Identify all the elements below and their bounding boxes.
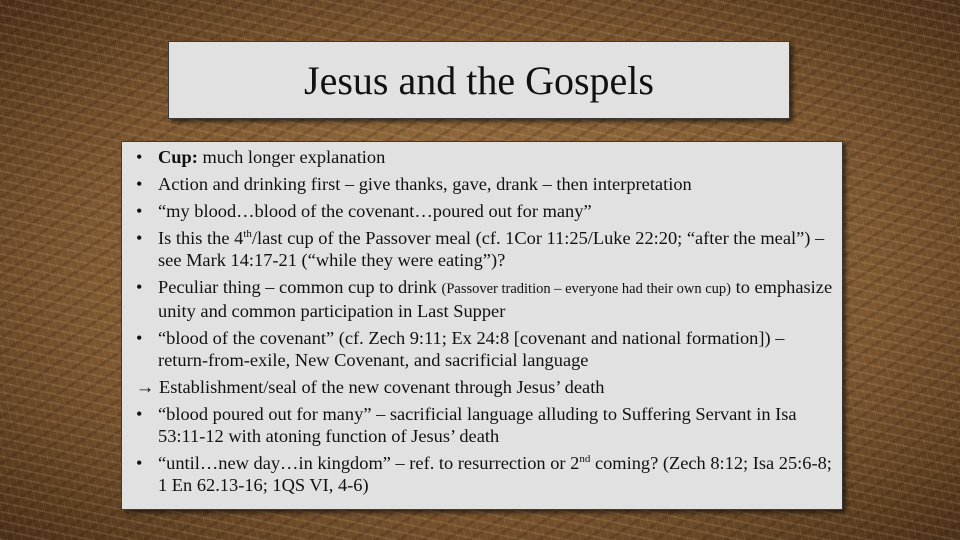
fourth-text-b: /last cup of the Passover meal (cf. 1Cor 11:25/Luke 22:20; “after the meal”) – see Mark 14:17-21 (“while they were eating”)? xyxy=(158,228,825,270)
establishment-text: Establishment/seal of the new covenant through Jesus’ death xyxy=(154,377,605,397)
peculiar-small-text: (Passover tradition – everyone had their own cup) xyxy=(441,281,731,297)
slide-title: Jesus and the Gospels xyxy=(304,57,654,103)
list-item-blood xyxy=(136,200,834,222)
action-text: Action and drinking first – give thanks, gave, drank – then interpretation xyxy=(158,174,692,194)
peculiar-text-b: to emphasize unity and common participation in Last Supper xyxy=(158,277,833,321)
bullet-icon: • xyxy=(136,328,143,348)
bullet-icon: • xyxy=(136,174,143,194)
list-item-poured xyxy=(136,403,834,447)
fourth-sup: th xyxy=(243,227,252,240)
list-item-fourth-cup xyxy=(136,227,834,271)
cup-text: much longer explanation xyxy=(197,147,386,167)
list-item-action xyxy=(136,173,834,195)
until-text-b: coming? (Zech 8:12; Isa 25:6-8; 1 En 62.13-16; 1QS VI, 4-6) xyxy=(158,453,832,495)
until-sup: nd xyxy=(579,452,591,465)
list-item-establishment xyxy=(136,376,834,398)
list-item-peculiar xyxy=(136,276,834,322)
bullet-list xyxy=(136,146,834,496)
cup-label: Cup: xyxy=(158,147,198,167)
bullet-icon: • xyxy=(136,404,143,424)
covenant-text: “blood of the covenant” (cf. Zech 9:11; Ex 24:8 [covenant and national formation]) – return-from-exile, New Covenant, and sacrificial language xyxy=(158,328,785,370)
fourth-text-a: Is this the 4 xyxy=(158,228,244,248)
bullet-icon: • xyxy=(136,228,143,248)
list-item-covenant xyxy=(136,327,834,371)
peculiar-text-a: Peculiar thing – common cup to drink xyxy=(158,277,442,297)
bullet-icon: • xyxy=(136,201,143,221)
poured-text: “blood poured out for many” – sacrificial language alluding to Suffering Servant in Isa 53:11-12 with atoning function of Jesus’ death xyxy=(158,404,797,446)
list-item-cup xyxy=(136,146,834,168)
bullet-icon: • xyxy=(136,277,143,297)
until-text-a: “until…new day…in kingdom” – ref. to resurrection or 2 xyxy=(158,453,580,473)
bullet-icon: • xyxy=(136,147,143,167)
arrow-icon: → xyxy=(136,377,155,397)
blood-text: “my blood…blood of the covenant…poured out for many” xyxy=(158,201,592,221)
content-box xyxy=(121,141,843,510)
list-item-until xyxy=(136,452,834,496)
title-box xyxy=(168,41,790,119)
bullet-icon: • xyxy=(136,453,143,473)
